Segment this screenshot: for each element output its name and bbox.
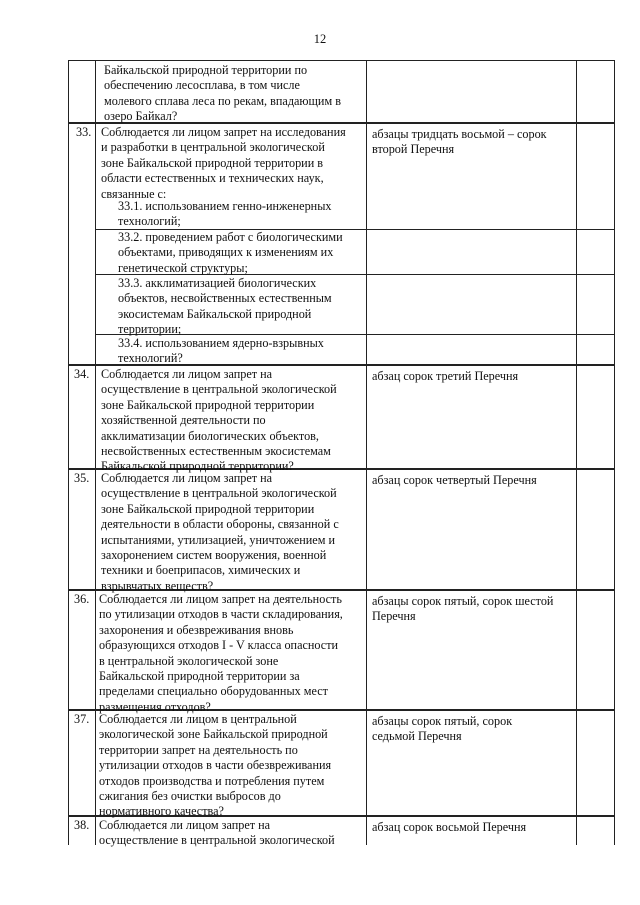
table-subrow-text: 33.3. акклиматизацией биологических объектов, несвойственных естественным экосистемам Байкальской природной территории; <box>118 276 332 337</box>
table-row-reference: абзац сорок четвертый Перечня <box>372 473 537 487</box>
grid-line <box>614 60 615 845</box>
table-row-reference: абзацы сорок пятый, сорок шестой Перечня <box>372 594 554 624</box>
table-row-text: Соблюдается ли лицом запрет на осуществление в центральной экологической <box>99 818 335 848</box>
row-number: 35. <box>74 471 90 485</box>
row-number: 36. <box>74 592 90 606</box>
table-row-reference: абзац сорок третий Перечня <box>372 369 519 383</box>
table-row-reference: абзацы тридцать восьмой – сорок второй Перечня <box>372 127 547 157</box>
table-row-text: Соблюдается ли лицом запрет на осуществление в центральной экологической зоне Байкальской природной территории хозяйственной деятельности по акклиматизации биологических объектов, несвойственных естественным экосистемам Байкальской природной территории? <box>101 367 337 474</box>
table-row-text: Соблюдается ли лицом запрет на осуществление в центральной экологической зоне Байкальской природной территории деятельности в области обороны, связанной с испытаниями, утилизацией, уничтожением и захоронением систем вооружения, военной техники и боеприпасов, химических и взрывчатых веществ? <box>101 471 339 593</box>
row-number: 37. <box>74 712 90 726</box>
row-number: 38. <box>74 818 90 832</box>
grid-line <box>95 60 96 845</box>
table-subrow-text: 33.1. использованием генно-инженерных технологий; <box>118 199 332 229</box>
table-row-text: Соблюдается ли лицом запрет на исследования и разработки в центральной экологической зоне Байкальской природной территории в области естественных и технических наук, связанные с: <box>101 125 346 201</box>
row-number: 33. <box>76 125 92 139</box>
grid-line <box>366 60 367 845</box>
grid-line <box>68 60 615 61</box>
table-row-reference: абзац сорок восьмой Перечня <box>372 820 527 834</box>
table-row-reference: абзацы сорок пятый, сорок седьмой Перечня <box>372 714 513 744</box>
grid-line <box>68 60 69 845</box>
grid-line <box>576 60 577 845</box>
table-row-text: Соблюдается ли лицом в центральной экологической зоне Байкальской природной территории запрет на деятельность по утилизации отходов в части обезвреживания отходов производства и потребления путем сжигания без очистки выбросов до нормативного качества? <box>99 712 332 819</box>
page-number: 12 <box>313 32 327 46</box>
table-row-text: Соблюдается ли лицом запрет на деятельность по утилизации отходов в части складирования, захоронения и обезвреживания вновь образующихся отходов I - V класса опасности в центральной экологической зоне Байкальской природной территории за пределами специально оборудованных мест размещения отходов? <box>99 592 343 714</box>
table-subrow-text: 33.4. использованием ядерно-взрывных технологий? <box>118 336 324 366</box>
row-number: 34. <box>74 367 90 381</box>
table-row-text: Байкальской природной территории по обеспечению лесосплава, в том числе молевого сплава леса по рекам, впадающим в озеро Байкал? <box>104 63 341 124</box>
table-subrow-text: 33.2. проведением работ с биологическими объектами, приводящих к изменениям их генетической структуры; <box>118 230 343 275</box>
